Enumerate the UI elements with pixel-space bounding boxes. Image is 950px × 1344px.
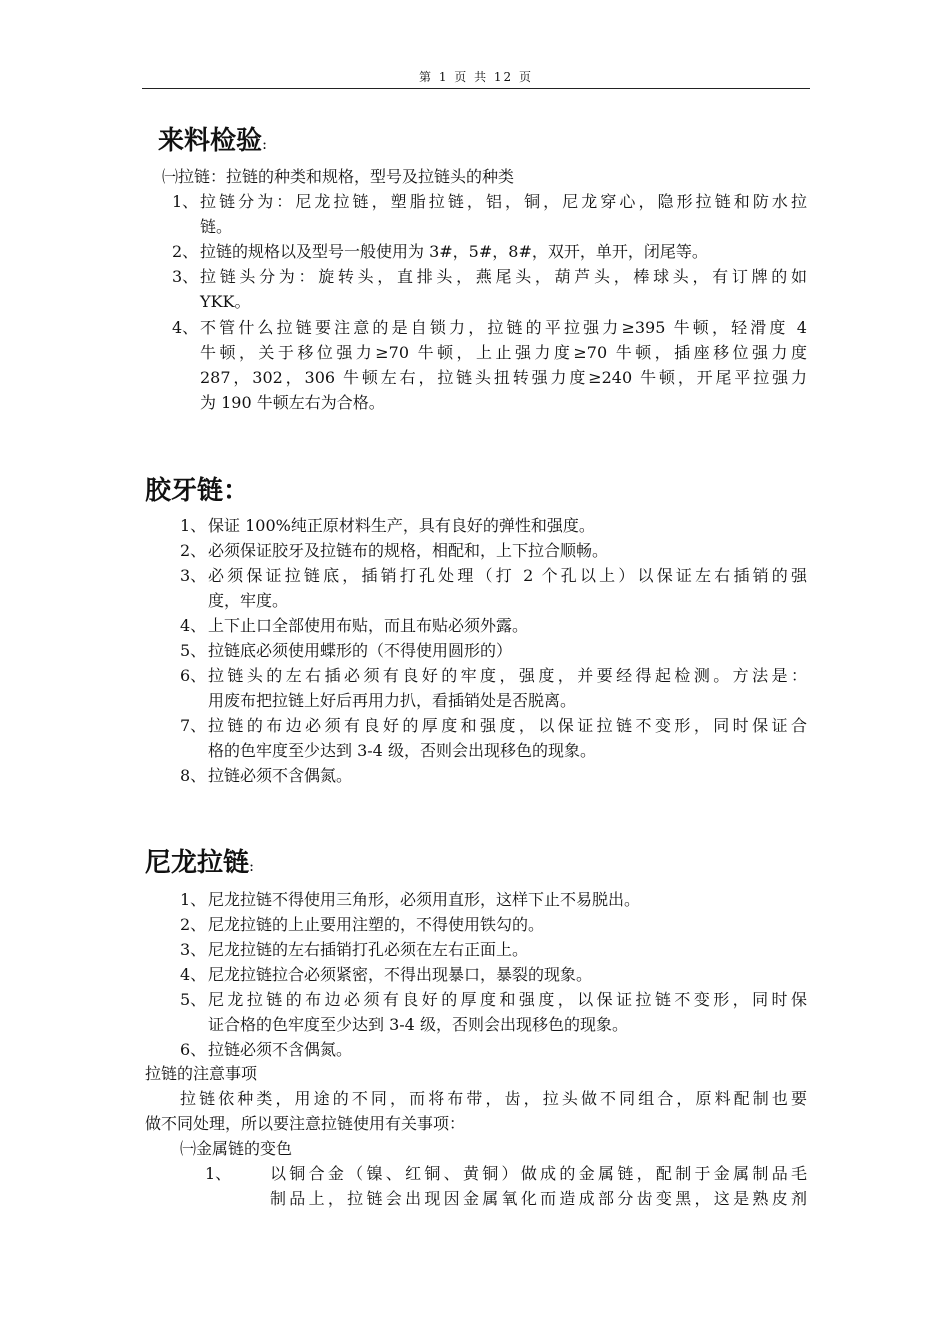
item-line: 尼龙拉链的上止要用注塑的，不得使用铁勾的。	[208, 915, 545, 934]
item-number: 3、	[172, 267, 199, 286]
item-line: 拉链底必须使用蝶形的（不得使用圆形的）	[208, 641, 513, 660]
notes-paragraph-line: 做不同处理，所以要注意拉链使用有关事项：	[145, 1114, 466, 1133]
header-rule	[142, 88, 810, 89]
item-line: YKK。	[200, 292, 251, 311]
item-number: 2、	[180, 541, 207, 560]
section-title-plastic-zipper: 胶牙链：	[145, 476, 250, 506]
item-number: 1、	[172, 192, 199, 211]
notes-subheading: ㈠金属链的变色	[180, 1139, 293, 1158]
item-number: 1、	[205, 1164, 232, 1183]
item-number: 6、	[180, 1040, 207, 1059]
item-line: 尼龙拉链不得使用三角形，必须用直形，这样下止不易脱出。	[208, 890, 641, 909]
item-line: 以铜合金（镍、红铜、黄铜）做成的金属链，配制于金属制品毛	[270, 1164, 807, 1183]
item-number: 2、	[172, 242, 199, 261]
item-line: 制品上，拉链会出现因金属氧化而造成部分齿变黑，这是熟皮剂	[270, 1189, 807, 1208]
item-line: 拉链必须不含偶氮。	[208, 1040, 353, 1059]
item-line: 格的色牢度至少达到 3-4 级，否则会出现移色的现象。	[208, 741, 596, 760]
item-line: 为 190 牛顿左右为合格。	[200, 393, 385, 412]
item-line: 必须保证胶牙及拉链布的规格，相配和，上下拉合顺畅。	[208, 541, 609, 560]
item-number: 3、	[180, 940, 207, 959]
item-line: 尼龙拉链拉合必须紧密，不得出现暴口，暴裂的现象。	[208, 965, 593, 984]
notes-paragraph-line: 拉链依种类，用途的不同，而将布带，齿，拉头做不同组合，原料配制也要	[180, 1089, 807, 1108]
item-line: 用废布把拉链上好后再用力扒，看插销处是否脱离。	[208, 691, 577, 710]
item-number: 5、	[180, 990, 207, 1009]
section-title-nylon-zipper: 尼龙拉链:	[145, 848, 255, 878]
item-line: 必须保证拉链底，插销打孔处理（打 2 个孔以上）以保证左右插销的强	[208, 566, 807, 585]
item-line: 链。	[200, 217, 233, 236]
item-line: 牛顿，关于移位强力≥70 牛顿，上止强力度≥70 牛顿，插座移位强力度	[200, 343, 807, 362]
item-line: 拉链必须不含偶氮。	[208, 766, 353, 785]
item-number: 4、	[180, 616, 207, 635]
notes-title: 拉链的注意事项	[145, 1064, 258, 1083]
item-line: 尼龙拉链的左右插销打孔必须在左右正面上。	[208, 940, 529, 959]
item-number: 4、	[172, 318, 199, 337]
section-subtitle: ㈠拉链：拉链的种类和规格，型号及拉链头的种类	[162, 167, 515, 186]
item-number: 2、	[180, 915, 207, 934]
item-number: 6、	[180, 666, 207, 685]
item-line: 拉链的规格以及型号一般使用为 3#，5#，8#，双开，单开，闭尾等。	[200, 242, 708, 261]
item-line: 287，302，306 牛顿左右，拉链头扭转强力度≥240 牛顿，开尾平拉强力	[200, 368, 807, 387]
item-line: 拉链头分为：旋转头，直排头，燕尾头，葫芦头，棒球头，有订牌的如	[200, 267, 807, 286]
item-line: 拉链头的左右插必须有良好的牢度，强度，并要经得起检测。方法是：	[208, 666, 807, 685]
item-number: 8、	[180, 766, 207, 785]
item-line: 度，牢度。	[208, 591, 289, 610]
item-number: 4、	[180, 965, 207, 984]
item-line: 拉链分为：尼龙拉链，塑脂拉链，铝，铜，尼龙穿心，隐形拉链和防水拉	[200, 192, 807, 211]
item-line: 尼龙拉链的布边必须有良好的厚度和强度，以保证拉链不变形，同时保	[208, 990, 807, 1009]
item-line: 证合格的色牢度至少达到 3-4 级，否则会出现移色的现象。	[208, 1015, 628, 1034]
item-number: 7、	[180, 716, 207, 735]
item-number: 1、	[180, 890, 207, 909]
item-line: 上下止口全部使用布贴，而且布贴必须外露。	[208, 616, 529, 635]
item-line: 保证 100%纯正原材料生产，具有良好的弹性和强度。	[208, 516, 595, 535]
item-number: 1、	[180, 516, 207, 535]
section-title-incoming-inspection: 来料检验:	[158, 126, 268, 156]
item-line: 不管什么拉链要注意的是自锁力，拉链的平拉强力≥395 牛顿，轻滑度 4	[200, 318, 807, 337]
item-number: 3、	[180, 566, 207, 585]
item-number: 5、	[180, 641, 207, 660]
item-line: 拉链的布边必须有良好的厚度和强度，以保证拉链不变形，同时保证合	[208, 716, 807, 735]
page-indicator: 第 1 页 共 12 页	[419, 70, 533, 84]
